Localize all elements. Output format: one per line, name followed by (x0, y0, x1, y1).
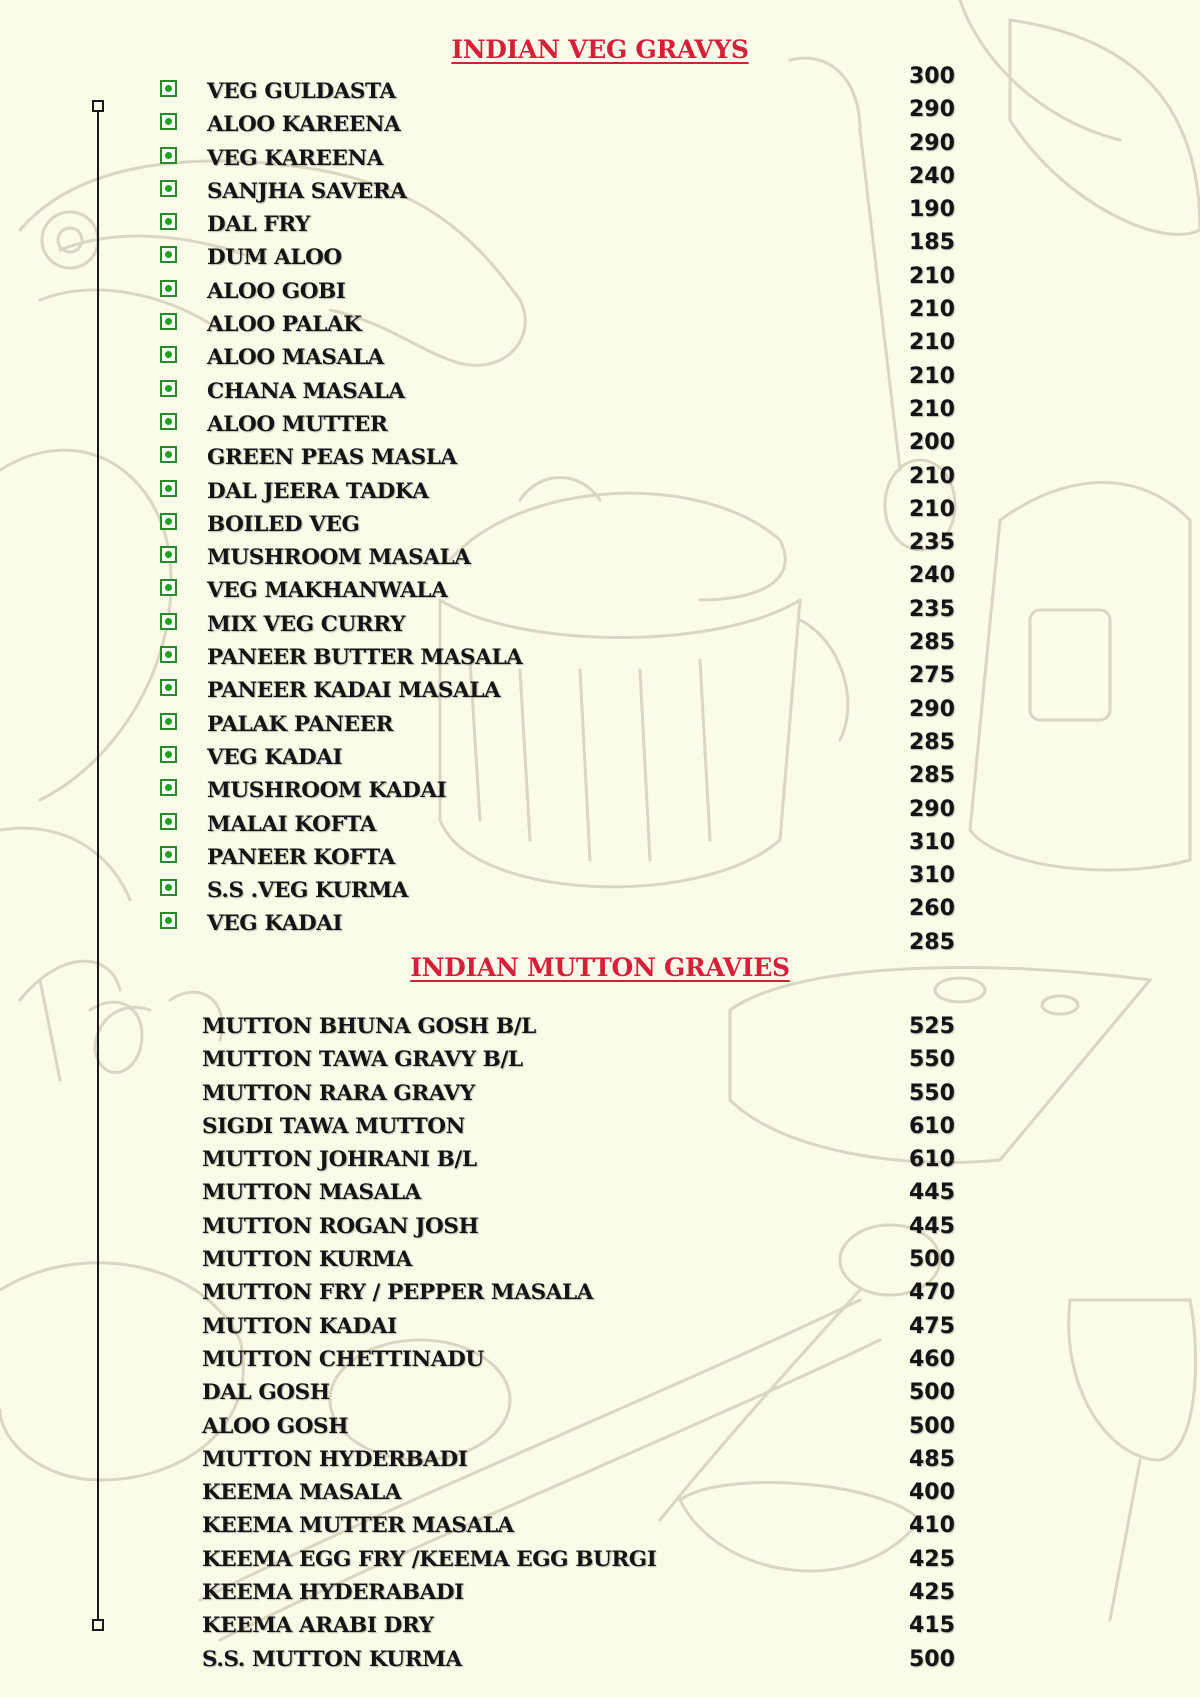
menu-item-name: MUTTON FRY / PEPPER MASALA (202, 1280, 594, 1306)
menu-item-price: 400 (909, 1480, 955, 1506)
menu-item-price: 445 (909, 1180, 955, 1206)
veg-symbol-icon (160, 546, 177, 563)
menu-item-price: 285 (909, 929, 955, 955)
menu-item-name: MUTTON RARA GRAVY (202, 1080, 475, 1106)
menu-item-price: 185 (909, 230, 955, 256)
menu-item-price: 210 (909, 396, 955, 422)
menu-item-name: VEG KADAI (207, 911, 343, 937)
menu-item-price: 610 (909, 1113, 955, 1139)
veg-symbol-icon (160, 746, 177, 763)
menu-item-name: PALAK PANEER (207, 711, 394, 737)
menu-item-price: 290 (909, 796, 955, 822)
menu-item-name: DAL FRY (207, 212, 310, 238)
veg-symbol-icon (160, 80, 177, 97)
veg-symbol-icon (160, 113, 177, 130)
menu-item-price: 290 (909, 696, 955, 722)
menu-item-name: MUTTON TAWA GRAVY B/L (202, 1047, 523, 1073)
menu-item-price: 285 (909, 729, 955, 755)
mutton-item-prices (909, 1010, 955, 1676)
menu-item-price: 425 (909, 1580, 955, 1606)
veg-symbol-icon (160, 346, 177, 363)
menu-item-name: DAL JEERA TADKA (207, 478, 429, 504)
menu-item-price: 210 (909, 297, 955, 323)
menu-item-price: 550 (909, 1080, 955, 1106)
veg-symbol-icon (160, 846, 177, 863)
veg-symbol-icon (160, 613, 177, 630)
veg-symbol-icon (160, 280, 177, 297)
menu-item-name: MUTTON ROGAN JOSH (202, 1213, 479, 1239)
menu-item-name: MUTTON KURMA (202, 1247, 412, 1273)
menu-item-price: 235 (909, 530, 955, 556)
veg-item-prices (909, 60, 955, 959)
menu-item-name: MIX VEG CURRY (207, 611, 406, 637)
menu-item-price: 500 (909, 1380, 955, 1406)
menu-item-name: MALAI KOFTA (207, 811, 377, 837)
menu-item-price: 470 (909, 1280, 955, 1306)
menu-item-name: ALOO PALAK (207, 312, 362, 338)
menu-item-price: 460 (909, 1346, 955, 1372)
menu-item-name: KEEMA MASALA (202, 1480, 402, 1506)
veg-symbol-icon (160, 246, 177, 263)
menu-item-price: 500 (909, 1646, 955, 1672)
menu-item-name: KEEMA HYDERABADI (202, 1580, 464, 1606)
menu-item-price: 290 (909, 97, 955, 123)
menu-item-price: 235 (909, 596, 955, 622)
menu-item-name: MUTTON CHETTINADU (202, 1346, 484, 1372)
menu-item-name: DAL GOSH (202, 1380, 330, 1406)
menu-item-name: SANJHA SAVERA (207, 178, 407, 204)
menu-item-name: KEEMA MUTTER MASALA (202, 1513, 514, 1539)
menu-item-name: VEG MAKHANWALA (207, 578, 448, 604)
veg-symbol-icon (160, 313, 177, 330)
veg-symbol-icon (160, 380, 177, 397)
menu-item-name: ALOO GOSH (202, 1413, 349, 1439)
menu-item-name: DUM ALOO (207, 245, 342, 271)
menu-item-price: 210 (909, 330, 955, 356)
veg-symbol-icon (160, 480, 177, 497)
mutton-item-names (202, 1010, 656, 1676)
menu-item-price: 275 (909, 663, 955, 689)
veg-section-heading: INDIAN VEG GRAVYS (451, 35, 749, 64)
veg-symbol-icon (160, 579, 177, 596)
menu-item-price: 210 (909, 496, 955, 522)
menu-item-name: CHANA MASALA (207, 378, 405, 404)
mutton-section-heading: INDIAN MUTTON GRAVIES (410, 953, 790, 982)
menu-item-name: S.S. MUTTON KURMA (202, 1646, 462, 1672)
menu-item-price: 425 (909, 1546, 955, 1572)
menu-item-price: 525 (909, 1014, 955, 1039)
menu-item-name: PANEER KADAI MASALA (207, 678, 501, 704)
menu-item-price: 290 (909, 130, 955, 156)
menu-item-price: 310 (909, 829, 955, 855)
veg-symbol-icon (160, 679, 177, 696)
veg-symbol-icon (160, 646, 177, 663)
menu-item-name: PANEER BUTTER MASALA (207, 645, 523, 671)
veg-symbol-icon (160, 912, 177, 929)
menu-item-name: MUTTON JOHRANI B/L (202, 1147, 477, 1173)
menu-item-price: 445 (909, 1213, 955, 1239)
menu-item-name: VEG KADAI (207, 744, 343, 770)
menu-item-price: 300 (909, 64, 955, 89)
menu-item-price: 260 (909, 896, 955, 922)
menu-item-name: MUTTON KADAI (202, 1313, 397, 1339)
veg-symbol-icon (160, 180, 177, 197)
menu-item-price: 210 (909, 363, 955, 389)
menu-item-name: BOILED VEG (207, 511, 360, 537)
menu-item-price: 500 (909, 1247, 955, 1273)
menu-item-price: 200 (909, 430, 955, 456)
menu-item-price: 310 (909, 863, 955, 889)
menu-item-name: KEEMA EGG FRY /KEEMA EGG BURGI (202, 1546, 657, 1572)
menu-item-price: 240 (909, 163, 955, 189)
menu-item-name: MUTTON HYDERBADI (202, 1446, 468, 1472)
menu-item-name: MUSHROOM MASALA (207, 545, 471, 571)
rule-top-cap (92, 100, 104, 112)
menu-item-price: 485 (909, 1446, 955, 1472)
menu-item-name: VEG GULDASTA (207, 79, 396, 104)
veg-symbol-icon (160, 413, 177, 430)
menu-item-price: 190 (909, 197, 955, 223)
menu-item-price: 210 (909, 263, 955, 289)
veg-symbol-icon (160, 779, 177, 796)
veg-symbol-icon (160, 813, 177, 830)
menu-item-price: 285 (909, 630, 955, 656)
decorative-vertical-rule (97, 106, 99, 1626)
rule-bottom-cap (92, 1619, 104, 1631)
menu-item-name: PANEER KOFTA (207, 844, 395, 870)
menu-item-price: 410 (909, 1513, 955, 1539)
menu-item-name: MUTTON BHUNA GOSH B/L (202, 1014, 536, 1039)
menu-item-name: SIGDI TAWA MUTTON (202, 1113, 465, 1139)
veg-symbol-icon (160, 879, 177, 896)
menu-item-price: 550 (909, 1047, 955, 1073)
menu-item-price: 415 (909, 1613, 955, 1639)
menu-item-name: GREEN PEAS MASLA (207, 445, 457, 471)
menu-item-name: VEG KAREENA (207, 145, 383, 171)
menu-item-price: 475 (909, 1313, 955, 1339)
veg-item-names (207, 75, 522, 941)
veg-symbol-icon (160, 713, 177, 730)
veg-symbol-icon (160, 147, 177, 164)
menu-item-name: ALOO GOBI (207, 278, 346, 304)
menu-item-price: 210 (909, 463, 955, 489)
menu-item-price: 610 (909, 1147, 955, 1173)
veg-symbol-icon (160, 513, 177, 530)
menu-item-price: 500 (909, 1413, 955, 1439)
menu-item-name: KEEMA ARABI DRY (202, 1613, 434, 1639)
menu-item-name: ALOO MUTTER (207, 411, 388, 437)
veg-symbol-icon (160, 446, 177, 463)
veg-symbol-icon (160, 213, 177, 230)
menu-item-price: 285 (909, 763, 955, 789)
menu-item-price: 240 (909, 563, 955, 589)
menu-item-name: ALOO KAREENA (207, 112, 401, 138)
menu-item-name: MUTTON MASALA (202, 1180, 421, 1206)
menu-item-name: ALOO MASALA (207, 345, 384, 371)
menu-item-name: MUSHROOM KADAI (207, 778, 447, 804)
menu-item-name: S.S .VEG KURMA (207, 878, 409, 904)
